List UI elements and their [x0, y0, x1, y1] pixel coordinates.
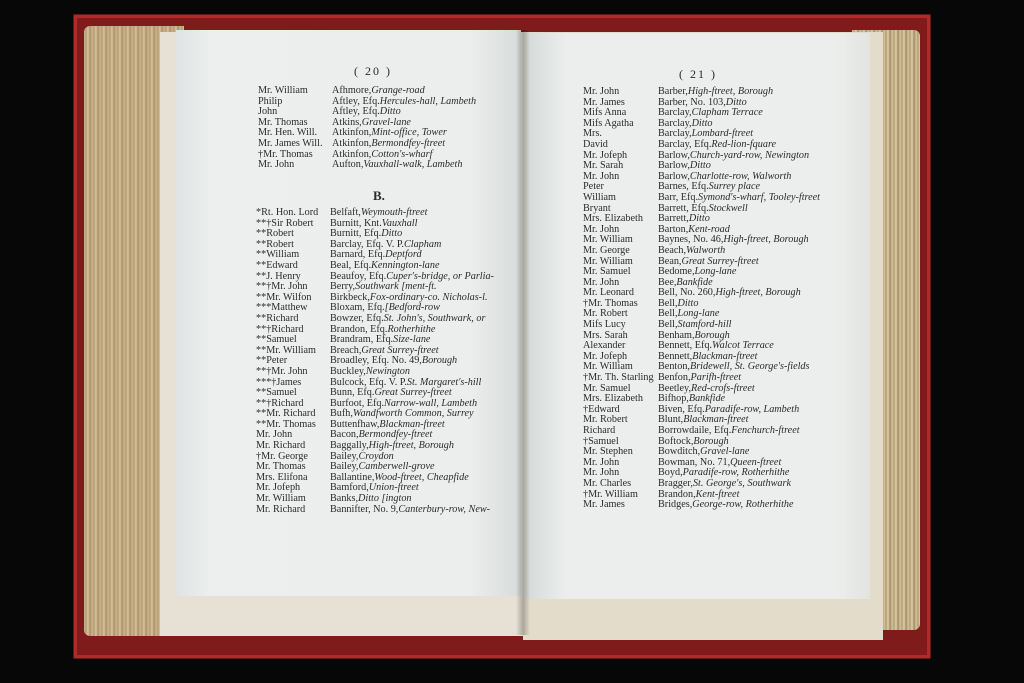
entry-name: William [583, 191, 616, 203]
entry-name: **Richard [256, 312, 299, 324]
entry-name: Bryant [583, 202, 611, 214]
entry-address: Vauxhall [381, 217, 418, 229]
entry-surname: Bowzer, Efq. [330, 312, 384, 324]
entry-name: ***†James [256, 376, 302, 388]
entry-address: Kennington-lane [371, 259, 440, 271]
entry-address: Red-lion-fquare [711, 138, 777, 150]
entry-address: Charlotte-row, Walworth [689, 170, 792, 182]
entry-surname: Bragger, [658, 477, 693, 489]
entry-surname: Berry, [330, 281, 356, 293]
entry-name: Mrs. Elizabeth [583, 213, 643, 225]
entry-surname: Bunn, Efq. [330, 387, 375, 399]
directory-entry [583, 140, 820, 151]
entry-address: Queen-ftreet [730, 456, 782, 468]
entry-address: Size-lane [393, 334, 431, 346]
entry-surname: Aftley, Efq. [332, 95, 380, 107]
entry-name: †Samuel [583, 435, 619, 447]
entry-address: Ditto [725, 96, 747, 108]
entry-name: Mr. Jofeph [256, 482, 301, 494]
entry-surname: Barclay, Efq. [658, 138, 712, 150]
entry-address: Cuper's-bridge, or Parlia- [386, 270, 494, 282]
entry-name: Mr. John [256, 429, 293, 441]
entry-name: **†Richard [256, 323, 304, 335]
entry-surname: Barnard, Efq. [330, 249, 386, 261]
page-number-right: ( 21 ) [679, 67, 717, 81]
left-page [176, 30, 521, 596]
entry-surname: Bean, [658, 255, 682, 267]
entry-surname: Afhmore, [332, 85, 372, 96]
entry-address: Cotton's-wharf [371, 148, 433, 160]
entry-surname: Barlow, [658, 149, 690, 161]
entry-surname: Brandram, Efq. [330, 334, 394, 346]
entry-address: Rotherhithe [387, 323, 436, 335]
entry-surname: Bennett, [658, 350, 693, 362]
entry-name: **Samuel [256, 334, 297, 346]
entry-surname: Brandon, [658, 488, 696, 500]
entry-address: Fenchurch-ftreet [731, 425, 800, 436]
entry-address: George-row, Rotherhithe [692, 499, 794, 511]
entry-address: Bankfide [676, 276, 713, 288]
entry-address: Borough [694, 329, 730, 341]
entry-address: Ditto [ington [358, 493, 412, 505]
entry-name: †Mr. George [256, 450, 308, 462]
entry-surname: Burnitt, Efq. [330, 228, 382, 240]
entry-name: †Mr. Thomas [583, 297, 638, 309]
entry-name: Mifs Anna [583, 107, 627, 119]
entry-name: Mr. John [583, 170, 620, 182]
entry-name: **Mr. Wilfon [256, 291, 312, 303]
entry-surname: Atkinfon, [332, 127, 372, 139]
entry-address: Union-ftreet [368, 482, 419, 494]
directory-entry [583, 87, 820, 98]
entry-surname: Barrett, [658, 213, 689, 225]
entry-surname: Barclay, [658, 107, 692, 119]
entry-name: **Mr. Thomas [256, 418, 316, 430]
entry-surname: Boftock, [658, 435, 694, 447]
entry-surname: Buttenfhaw, [330, 418, 380, 430]
entry-list-b [256, 208, 494, 515]
entry-address: Ditto [379, 106, 401, 118]
entry-name: Mifs Lucy [583, 319, 626, 331]
entry-name: **†Sir Robert [256, 217, 314, 229]
entry-surname: Beaufoy, Efq. [330, 270, 387, 282]
entry-address: Surrey place [708, 181, 761, 193]
directory-entry [258, 139, 476, 150]
entry-address: Stamford-hill [677, 319, 732, 331]
entry-name: Mr. John [583, 456, 620, 468]
entry-surname: Bowman, No. 71, [658, 456, 731, 468]
entry-surname: Bloxam, Efq. [330, 302, 385, 314]
right-page [525, 33, 870, 599]
entry-surname: Barrett, Efq. [658, 202, 709, 214]
entry-address: Great Surrey-ftreet [361, 344, 439, 356]
entry-name: **Peter [256, 355, 288, 367]
entry-list-a [258, 86, 476, 171]
entry-address: Long-lane [694, 266, 737, 278]
entry-surname: Benfon, [658, 372, 691, 384]
entry-name: †Edward [583, 403, 620, 415]
entry-address: Hercules-hall, Lambeth [379, 95, 477, 107]
entry-name: Mr. William [256, 493, 306, 505]
entry-name: **Edward [256, 259, 298, 271]
entry-name: Mr. Hen. Will. [258, 127, 318, 139]
entry-address: Parifh-ftreet [690, 372, 742, 384]
directory-entry [583, 500, 820, 511]
entry-name: Philip [258, 95, 283, 107]
entry-name: Mifs Agatha [583, 117, 634, 129]
entry-address: Weymouth-ftreet [360, 207, 428, 218]
entry-name: Mr. James [583, 499, 625, 511]
directory-entry [258, 160, 476, 171]
entry-name: Richard [583, 425, 616, 436]
page-number-left: ( 20 ) [354, 64, 392, 78]
entry-surname: Aftley, Efq. [332, 106, 380, 118]
entry-surname: Barlow, [658, 170, 690, 182]
entry-address: Canterbury-row, New- [398, 503, 491, 515]
directory-entry [583, 426, 820, 437]
entry-address: Southwark [ment-ft. [355, 281, 437, 293]
entry-name: **†Mr. John [256, 281, 308, 293]
entry-name: Mr. Jofeph [583, 149, 628, 161]
entry-surname: Bennett, Efq. [658, 340, 713, 352]
entry-surname: Bowditch, [658, 446, 701, 458]
entry-address: Great Surrey-ftreet [681, 255, 759, 267]
entry-address: Paradife-row, Rotherhithe [682, 467, 790, 479]
entry-address: Long-lane [677, 308, 720, 320]
entry-name: Alexander [583, 340, 626, 352]
entry-address: Wood-ftreet, Cheapfide [374, 471, 469, 483]
entry-surname: Blunt, [658, 414, 684, 426]
entry-surname: Boyd, [658, 467, 683, 479]
entry-surname: Bedome, [658, 266, 695, 278]
entry-address: Mint-office, Tower [371, 127, 447, 139]
entry-surname: Bifhop, [658, 393, 689, 405]
entry-name: Mr. Samuel [583, 382, 631, 394]
entry-name: Mr. Thomas [256, 461, 306, 473]
entry-address: Ditto [688, 213, 710, 225]
entry-name: †Mr. Thomas [258, 148, 313, 160]
entry-name: John [258, 106, 278, 118]
entry-name: Mr. James Will. [258, 137, 323, 149]
entry-surname: Atkins, [332, 116, 362, 128]
entry-surname: Benham, [658, 329, 695, 341]
entry-surname: Barber, [658, 86, 688, 97]
entry-surname: Barton, [658, 223, 689, 235]
entry-surname: Belfaft, [330, 207, 361, 218]
entry-address: Walcot Terrace [712, 340, 774, 352]
entry-address: Fox-ordinary-co. Nicholas-l. [369, 291, 488, 303]
entry-surname: Bacon, [330, 429, 359, 441]
directory-entry [256, 208, 494, 219]
entry-address: High-ftreet, Borough [715, 287, 801, 299]
entry-surname: Broadley, Efq. No. 49, [330, 355, 422, 367]
entry-address: Blackman-ftreet [692, 350, 758, 362]
entry-name: Mr. Robert [583, 414, 628, 426]
entry-address: Camberwell-grove [358, 461, 435, 473]
entry-address: Symond's-wharf, Tooley-ftreet [698, 191, 821, 203]
entry-surname: Breach, [330, 344, 362, 356]
entry-name: Mr. Jofeph [583, 350, 628, 362]
entry-address: Blackman-ftreet [683, 414, 749, 426]
entry-address: Narrow-wall, Lambeth [384, 397, 478, 409]
entry-address: Clapham Terrace [691, 107, 763, 119]
entry-address: Borough [421, 355, 458, 367]
entry-surname: Bell, [658, 308, 678, 320]
entry-surname: Bridges, [658, 499, 693, 511]
entry-name: Mr. Richard [256, 440, 306, 452]
entry-address: Blackman-ftreet [379, 418, 445, 430]
entry-name: Mr. Samuel [583, 266, 631, 278]
entry-surname: Barlow, [658, 160, 690, 172]
entry-address: Ditto [381, 228, 403, 240]
entry-address: Bankfide [688, 393, 726, 405]
entry-name: Mr. William [583, 361, 633, 373]
entry-address: Great Surrey-ftreet [374, 387, 452, 399]
entry-name: Mr. Charles [583, 477, 632, 489]
entry-address: Kent-ftreet [695, 488, 740, 500]
directory-entry [583, 479, 820, 490]
entry-name: Mr. John [583, 276, 620, 288]
entry-surname: Bailey, [330, 450, 359, 462]
directory-entry [256, 505, 494, 516]
entry-name: Mr. John [583, 467, 620, 479]
entry-address: Gravel-lane [700, 446, 750, 458]
entry-surname: Bell, No. 260, [658, 287, 716, 299]
entry-surname: Borrowdaile, Efq. [658, 425, 732, 436]
entry-surname: Bulcock, Efq. V. P. [330, 376, 407, 388]
section-heading: B. [373, 188, 385, 203]
entry-address: Ditto [691, 117, 713, 129]
entry-name: Mr. George [583, 244, 630, 256]
entry-address: Kent-road [688, 223, 730, 235]
entry-address: Church-yard-row, Newington [689, 149, 810, 161]
entry-surname: Banks, [330, 493, 359, 505]
entry-address: Croydon [358, 450, 394, 462]
entry-address: Borough [693, 435, 729, 447]
entry-name: Mr. William [258, 85, 308, 96]
entry-surname: Baggally, [330, 440, 369, 452]
entry-surname: Atkinfon, [332, 148, 372, 160]
entry-address: High-ftreet, Borough [368, 440, 454, 452]
entry-address: Vauxhall-walk, Lambeth [363, 159, 463, 171]
entry-name: †Mr. William [583, 488, 638, 500]
entry-surname: Bell, [658, 297, 678, 309]
entry-address: Clapham [403, 238, 442, 250]
entry-address: Paradife-row, Lambeth [704, 403, 800, 415]
entry-name: Mr. Sarah [583, 160, 624, 172]
entry-name: *Rt. Hon. Lord [256, 207, 319, 218]
entry-name: **†Mr. John [256, 365, 308, 377]
entry-name: Mr. Robert [583, 308, 628, 320]
entry-surname: Beetley, [658, 382, 691, 394]
entry-surname: Benton, [658, 361, 690, 373]
entry-surname: Bannifter, No. 9, [330, 503, 399, 515]
entry-surname: Birkbeck, [330, 291, 370, 303]
entry-name: Mr. William [583, 255, 633, 267]
entry-address: Gravel-lane [361, 116, 411, 128]
entry-address: St. Margaret's-hill [406, 376, 482, 388]
entry-surname: Burnitt, Knt. [330, 217, 382, 229]
entry-surname: Bailey, [330, 461, 359, 473]
entry-surname: Barr, Efq. [658, 191, 699, 203]
entry-surname: Bamford, [330, 482, 369, 494]
entry-name: Mr. Thomas [258, 116, 308, 128]
directory-entry [258, 86, 476, 97]
entry-address: St. John's, Southwark, or [383, 312, 486, 324]
entry-name: **Samuel [256, 387, 297, 399]
entry-surname: Burfoot, Efq. [330, 397, 385, 409]
entry-surname: Barber, No. 103, [658, 96, 726, 108]
entry-name: **Mr. Richard [256, 408, 316, 420]
entry-surname: Barnes, Efq. [658, 181, 709, 193]
entry-address: High-ftreet, Borough [723, 234, 809, 246]
entry-address: Bermondfey-ftreet [371, 137, 446, 149]
entry-name: †Mr. Th. Starling [583, 372, 654, 384]
entry-address: Grange-road [371, 85, 425, 96]
entry-surname: Brandon, Efq. [330, 323, 388, 335]
entry-address: High-ftreet, Borough [687, 86, 774, 97]
entry-name: **†Richard [256, 397, 304, 409]
entry-address: Wandfworth Common, Surrey [352, 408, 474, 420]
entry-name: **Robert [256, 228, 294, 240]
directory-entry [583, 193, 820, 204]
entry-surname: Barclay, [658, 128, 692, 140]
entry-surname: Baynes, No. 46, [658, 234, 724, 246]
entry-name: David [583, 138, 608, 150]
entry-address: St. George's, Southwark [692, 477, 791, 489]
entry-address: Newington [365, 365, 410, 377]
entry-address: Ditto [689, 160, 711, 172]
entry-surname: Biven, Efq. [658, 403, 705, 415]
entry-name: Mr. Stephen [583, 446, 633, 458]
entry-name: Mr. Leonard [583, 287, 634, 299]
entry-surname: Ballantine, [330, 471, 375, 483]
entry-address: Lombard-ftreet [691, 128, 754, 140]
entry-surname: Bufh, [330, 408, 353, 420]
entry-surname: Atkinfon, [332, 137, 372, 149]
entry-name: Mrs. [583, 128, 602, 140]
entry-surname: Beal, Efq. [330, 259, 372, 271]
entry-address: Deptford [385, 249, 422, 261]
entry-surname: Bell, [658, 319, 678, 331]
entry-name: **Mr. William [256, 344, 316, 356]
entry-name: Mrs. Sarah [583, 329, 628, 341]
entry-surname: Barclay, [658, 117, 692, 129]
entry-surname: Barclay, Efq. V. P. [330, 238, 404, 250]
entry-address: Stockwell [708, 202, 748, 214]
directory-entry [256, 314, 494, 325]
entry-name: ***Matthew [256, 302, 308, 314]
entry-address: [Bedford-row [384, 302, 440, 314]
entry-name: Peter [583, 181, 604, 193]
entry-name: Mr. John [258, 159, 295, 171]
directory-entry [583, 246, 820, 257]
entry-name: Mr. John [583, 86, 620, 97]
book-gutter [516, 30, 530, 635]
entry-address: Bridewell, St. George's-fields [689, 361, 810, 373]
entry-name: Mr. John [583, 223, 620, 235]
entry-name: Mr. William [583, 234, 633, 246]
entry-address: Ditto [677, 297, 699, 309]
entry-surname: Buckley, [330, 365, 366, 377]
entry-address: Red-crofs-ftreet [691, 382, 755, 394]
entry-address: Bermondfey-ftreet [358, 429, 433, 441]
directory-entry [256, 367, 494, 378]
entry-name: **Robert [256, 238, 294, 250]
entry-list-right [583, 87, 820, 511]
directory-entry [256, 261, 494, 272]
entry-surname: Bee, [658, 276, 677, 288]
entry-surname: Beach, [658, 244, 687, 256]
entry-address: Walworth [686, 244, 726, 256]
entry-name: Mrs. Elifona [256, 471, 308, 483]
entry-name: Mrs. Elizabeth [583, 393, 643, 405]
entry-surname: Aufton, [332, 159, 364, 171]
entry-name: **J. Henry [256, 270, 301, 282]
entry-name: Mr. Richard [256, 503, 306, 515]
entry-name: **William [256, 249, 300, 261]
entry-name: Mr. James [583, 96, 625, 108]
